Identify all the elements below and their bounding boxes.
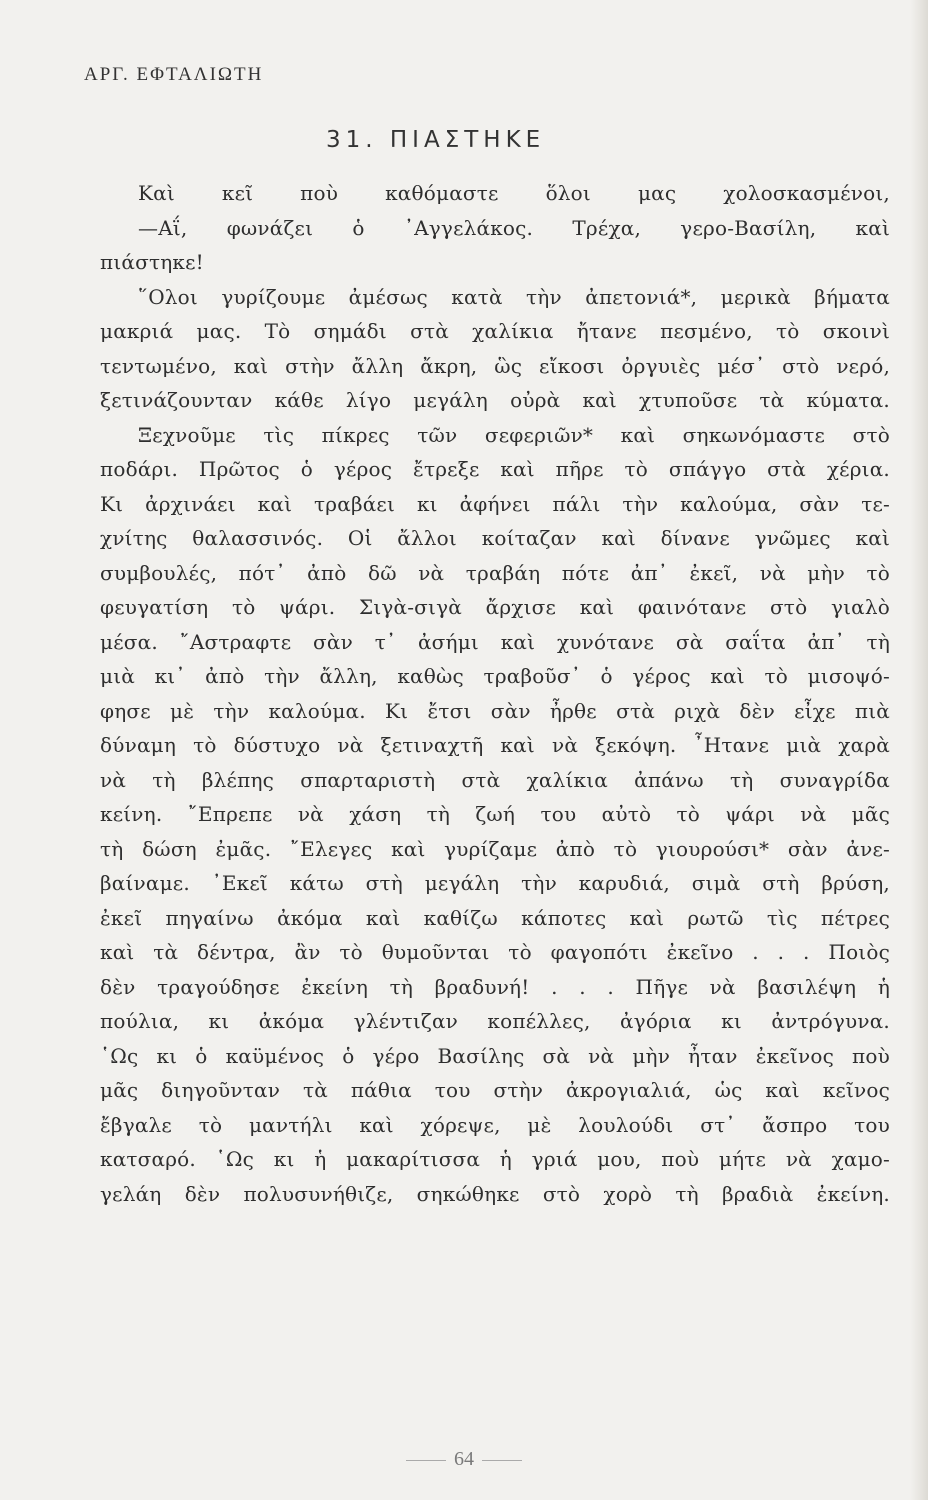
text-line: ῞Ολοι γυρίζουμε ἀμέσως κατὰ τὴν ἀπετονιά*, μερικὰ βήματα [138,284,890,309]
text-line: κείνη. ῎Επρεπε νὰ χάση τὴ ζωή του αὐτὸ τὸ ψάρι νὰ μᾶς [100,802,890,826]
text-line: πιάστηκε! [100,250,204,274]
text-line: ξετινάζουνταν κάθε λίγο μεγάλη οὐρὰ καὶ χτυποῦσε τὰ κύματα. [100,388,890,412]
text-line: κατσαρό. ῾Ως κι ἡ μακαρίτισσα ἡ γριά μου, ποὺ μήτε νὰ χαμο- [100,1147,890,1171]
text-line: νὰ τὴ βλέπης σπαρταριστὴ στὰ χαλίκια ἀπάνω τὴ συναγρίδα [100,767,890,792]
text-line: συμβουλές, πότ᾿ ἀπὸ δῶ νὰ τραβάη πότε ἀπ᾿ ἐκεῖ, νὰ μὴν τὸ [100,560,890,585]
text-line: ῾Ως κι ὁ καϋμένος ὁ γέρο Βασίλης σὰ νὰ μὴν ἦταν ἐκεῖνος ποὺ [100,1043,890,1068]
text-line: χνίτης θαλασσινός. Οἱ ἄλλοι κοίταζαν καὶ δίνανε γνῶμες καὶ [100,526,890,550]
text-line: καὶ τὰ δέντρα, ἂν τὸ θυμοῦνται τὸ φαγοπότι ἐκεῖνο . . . Ποιὸς [100,940,890,964]
text-line: τεντωμένο, καὶ στὴν ἄλλη ἄκρη, ὣς εἴκοσι ὀργυιὲς μέσ᾿ στὸ νερό, [100,353,890,378]
body-text [100,176,890,1211]
text-line: πούλια, κι ἀκόμα γλέντιζαν κοπέλλες, ἀγόρια κι ἀντρόγυνα. [100,1009,890,1033]
text-line: δὲν τραγούδησε ἐκείνη τὴ βραδυνή! . . . Πῆγε νὰ βασιλέψη ἡ [100,974,890,999]
text-line: φευγατίση τὸ ψάρι. Σιγὰ-σιγὰ ἄρχισε καὶ φαινότανε στὸ γιαλὸ [100,595,890,619]
text-line: μακριά μας. Τὸ σημάδι στὰ χαλίκια ἤτανε πεσμένο, τὸ σκοινὶ [100,319,890,343]
text-line: ἐκεῖ πηγαίνω ἀκόμα καὶ καθίζω κάποτες καὶ ρωτῶ τὶς πέτρες [100,905,890,930]
page-number: 64 [454,1448,474,1470]
dash-left [406,1460,446,1461]
text-line: Κι ἀρχινάει καὶ τραβάει κι ἀφήνει πάλι τὴν καλούμα, σὰν τε- [100,491,890,516]
text-line: ποδάρι. Πρῶτος ὁ γέρος ἔτρεξε καὶ πῆρε τὸ σπάγγο στὰ χέρια. [100,457,890,481]
text-line: Καὶ κεῖ ποὺ καθόμαστε ὅλοι μας χολοσκασμένοι, [138,181,890,205]
text-line: τὴ δώση ἐμᾶς. ῎Ελεγες καὶ γυρίζαμε ἀπὸ τὸ γιουρούσι* σὰν ἀνε- [100,836,890,861]
text-line: ἔβγαλε τὸ μαντήλι καὶ χόρεψε, μὲ λουλούδι στ᾿ ἄσπρο του [100,1112,890,1137]
text-line: μᾶς διηγοῦνταν τὰ πάθια του στὴν ἀκρογιαλιά, ὡς καὶ κεῖνος [100,1078,890,1102]
running-head: ΑΡΓ. ΕΦΤΑΛΙΩΤΗ [84,64,264,85]
text-line: γελάη δὲν πολυσυνήθιζε, σηκώθηκε στὸ χορὸ τὴ βραδιὰ ἐκείνη. [100,1181,890,1206]
text-line: βαίναμε. ᾿Εκεῖ κάτω στὴ μεγάλη τὴν καρυδιά, σιμὰ στὴ βρύση, [100,871,890,895]
text-line: φησε μὲ τὴν καλούμα. Κι ἔτσι σὰν ἦρθε στὰ ριχὰ δὲν εἶχε πιὰ [100,698,890,723]
dash-right [482,1460,522,1461]
page-number-footer [0,1448,928,1471]
text-line: δύναμη τὸ δύστυχο νὰ ξετιναχτῆ καὶ νὰ ξεκόψη. ῏Ητανε μιὰ χαρὰ [100,733,890,757]
page-edge [910,0,928,1500]
text-line: μιὰ κι᾿ ἀπὸ τὴν ἄλλη, καθὼς τραβοῦσ᾿ ὁ γέρος καὶ τὸ μισοψό- [100,664,890,688]
chapter-title: 31. ΠΙΑΣΤΗΚΕ [326,127,546,153]
text-line: μέσα. ῎Αστραφτε σὰν τ᾿ ἀσήμι καὶ χυνότανε σὰ σαΐτα ἀπ᾿ τὴ [100,629,890,654]
text-line: —Αΐ, φωνάζει ὁ ᾿Αγγελάκος. Τρέχα, γερο-Βασίλη, καὶ [138,215,890,240]
text-line: Ξεχνοῦμε τὶς πίκρες τῶν σεφεριῶν* καὶ σηκωνόμαστε στὸ [138,422,890,447]
